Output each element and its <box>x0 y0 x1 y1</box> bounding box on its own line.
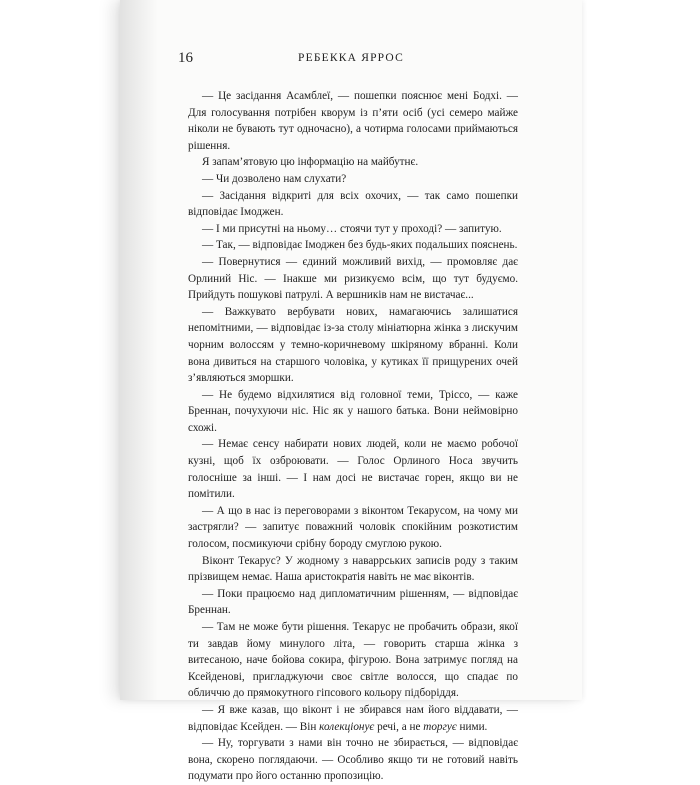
paragraph <box>188 188 518 221</box>
paragraph <box>188 503 518 553</box>
paragraph <box>188 735 518 785</box>
paragraph-text: — Так, — відповідає Імоджен без будь-яких подальших пояснень. <box>202 239 518 252</box>
paragraph <box>188 702 518 735</box>
paragraph <box>188 586 518 619</box>
paragraph-text: речі, а не <box>374 720 424 733</box>
paragraph-text: — Важкувато вербувати нових, намагаючись залишатися непомітними, — відповідає із-за столу мініатюрна жінка з лискучим чорним волоссям у темно-коричневому шкіряному вбранні. Коли вона дивиться на старшого чоловіка, у кутиках її прищурених очей з’являються зморшки. <box>188 305 518 385</box>
paragraph-text: — Там не може бути рішення. Текарус не пробачить образи, якої ти завдав йому минулого літа, — говорить старша жінка з витесаною, наче бойова сокира, фігурою. Вона затримує погляд на Ксейденові, пригладжуючи своє світле волосся, що спадає по обличчю до прямокутного гіпсового кольору підборіддя. <box>188 621 518 700</box>
paragraph <box>188 619 518 702</box>
paragraph <box>188 221 518 238</box>
paragraph <box>188 387 518 437</box>
paragraph-text: — Ну, торгувати з нами він точно не збирається, — відповідає вона, скорено поглядаючи. — Особливо якщо ти не готовий навіть подумати про його останню пропозицію. <box>188 737 518 783</box>
paragraph-text: Віконт Текарус? У жодному з наваррських записів роду з таким прізвищем немає. Наша аристократія навіть не має віконтів. <box>188 554 518 584</box>
paragraph-text: — Чи дозволено нам слухати? <box>202 172 347 185</box>
paragraph-text: — Я вже казав, що віконт і не збирався нам його віддавати, — відповідає Ксейден. — Він <box>188 703 518 733</box>
paragraph <box>188 237 518 254</box>
paragraph <box>188 254 518 304</box>
paragraph-text: — Не будемо відхилятися від головної теми, Тріссо, — каже Бреннан, почухуючи ніс. Ніс як у нашого батька. Вони неймовірно схожі. <box>188 388 518 434</box>
page-header <box>178 50 524 70</box>
paragraph-text: — Поки працюємо над дипломатичним рішенням, — відповідає Бреннан. <box>188 587 518 617</box>
paragraph-text: — Засідання відкриті для всіх охочих, — так само пошепки відповідає Імоджен. <box>188 189 518 219</box>
paragraph-text: ними. <box>456 720 488 733</box>
paragraph <box>188 154 518 171</box>
emphasis-text: колекціонує <box>319 720 375 733</box>
paragraph <box>188 171 518 188</box>
paragraph-text: — А що в нас із переговорами з віконтом Текарусом, на чому ми застрягли? — запитує поважний чоловік спокійним розкотистим голосом, посмикуючи срібну бороду смуглою рукою. <box>188 504 518 551</box>
paragraph-text: — Це засідання Асамблеї, — пошепки пояснює мені Бодхі. — Для голосування потрібен кворум із п’яти осіб (усі семеро майже ніколи не бувають тут одночасно), а чотирма голосами приймаються рішення. <box>188 90 518 152</box>
page-number: 16 <box>178 50 193 66</box>
body-text <box>188 88 518 785</box>
paragraph <box>188 553 518 586</box>
paragraph-text: Я запам’ятовую цю інформацію на майбутнє. <box>202 156 419 169</box>
book-page <box>120 0 582 783</box>
paragraph <box>188 304 518 387</box>
paragraph <box>188 436 518 502</box>
paragraph-text: — Немає сенсу набирати нових людей, коли не маємо робочої кузні, щоб їх озброювати. — Голос Орлиного Носа звучить голосніше за інші. — І нам досі не вистачає горен, якщо ви не помітили. <box>188 438 518 501</box>
running-title: РЕБЕККА ЯРРОС <box>298 52 404 64</box>
paragraph-text: — Повернутися — єдиний можливий вихід, — промовляє дає Орлиний Ніс. — Інакше ми ризикуємо всім, що тут будуємо. Прийдуть пошукові патрулі. А вершників нам не вистачає... <box>188 255 518 302</box>
paragraph-text: — І ми присутні на ньому… стоячи тут у проході? — запитую. <box>202 222 502 235</box>
paragraph <box>188 88 518 154</box>
emphasis-text: торгує <box>423 720 457 733</box>
